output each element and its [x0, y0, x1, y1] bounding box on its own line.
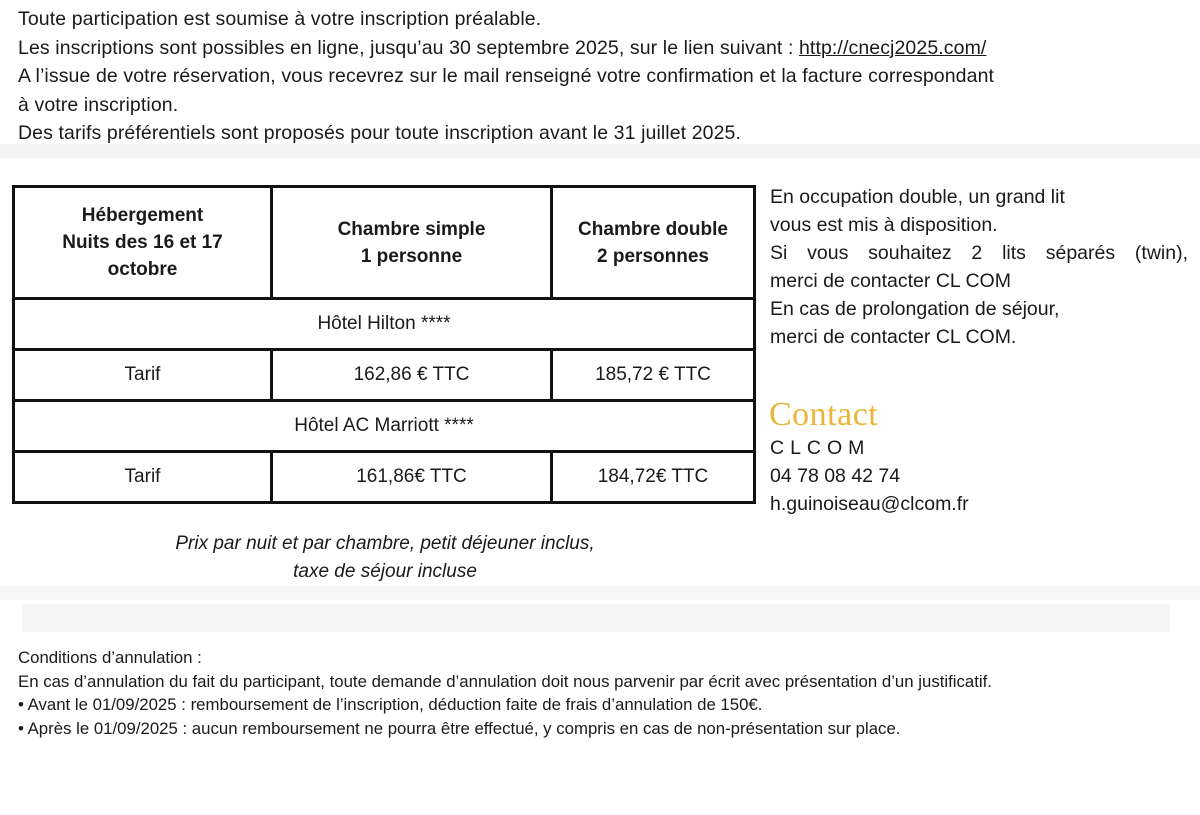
contact-company: CLCOM — [770, 437, 871, 459]
table-row — [14, 452, 755, 503]
header-accommodation — [14, 187, 272, 299]
decorative-band — [22, 604, 1170, 632]
cancellation-conditions — [18, 646, 1198, 740]
hotel-name-marriott: Hôtel AC Marriott **** — [14, 401, 755, 452]
info-line: merci de contacter CL COM. — [770, 326, 1017, 348]
conditions-before: • Avant le 01/09/2025 : remboursement de l’inscription, déduction faite de frais d’annulation de 150€. — [18, 695, 763, 714]
hotel-name-hilton: Hôtel Hilton **** — [14, 299, 755, 350]
rate-single: 162,86 € TTC — [272, 350, 552, 401]
header-line: octobre — [107, 259, 178, 280]
header-double-room — [552, 187, 755, 299]
rate-label: Tarif — [14, 452, 272, 503]
intro-text — [18, 5, 1198, 148]
header-line: Chambre double — [578, 218, 728, 240]
info-line: Si vous souhaitez 2 lits séparés (twin), — [770, 242, 1188, 264]
accommodation-table — [12, 185, 756, 504]
registration-text: Les inscriptions sont possibles en ligne, jusqu’au 30 septembre 2025, sur le lien suivant : — [18, 36, 799, 59]
hotel-row — [14, 401, 755, 452]
price-note-line: Prix par nuit et par chambre, petit déjeuner inclus, — [175, 533, 595, 554]
info-line: vous est mis à disposition. — [770, 214, 998, 236]
decorative-band — [0, 144, 1200, 158]
contact-block — [770, 434, 969, 518]
conditions-intro: En cas d’annulation du fait du participant, toute demande d’annulation doit nous parvenir par écrit avec présentation d’un justificatif. — [18, 671, 992, 691]
intro-line: Toute participation est soumise à votre inscription préalable. — [18, 8, 542, 30]
intro-line-registration — [18, 34, 1198, 63]
contact-phone[interactable]: 04 78 08 42 74 — [770, 465, 901, 487]
rate-label: Tarif — [14, 350, 272, 401]
hotel-row — [14, 299, 755, 350]
intro-line: Des tarifs préférentiels sont proposés pour toute inscription avant le 31 juillet 2025. — [18, 122, 742, 144]
header-line: Nuits des 16 et 17 — [62, 232, 223, 253]
table-header-row — [14, 187, 755, 299]
rate-single: 161,86€ TTC — [272, 452, 552, 503]
info-line: En cas de prolongation de séjour, — [770, 298, 1060, 320]
header-line: Chambre simple — [337, 218, 486, 240]
header-single-room — [272, 187, 552, 299]
price-note-line: taxe de séjour incluse — [293, 561, 477, 582]
price-note — [100, 530, 670, 586]
intro-line: A l’issue de votre réservation, vous recevrez sur le mail renseigné votre confirmation et la facture correspondant — [18, 65, 995, 87]
info-line: En occupation double, un grand lit — [770, 186, 1065, 208]
rate-double: 184,72€ TTC — [552, 452, 755, 503]
info-line: merci de contacter CL COM — [770, 270, 1011, 292]
decorative-band — [0, 586, 1200, 600]
contact-email[interactable]: h.guinoiseau@clcom.fr — [770, 493, 969, 515]
conditions-after: • Après le 01/09/2025 : aucun remboursement ne pourra être effectué, y compris en cas de non-présentation sur place. — [18, 718, 901, 738]
intro-line: à votre inscription. — [18, 93, 179, 116]
rate-double: 185,72 € TTC — [552, 350, 755, 401]
header-line: Hébergement — [81, 205, 204, 226]
header-line: 2 personnes — [597, 245, 709, 267]
registration-link[interactable]: http://cnecj2025.com/ — [798, 36, 987, 59]
conditions-title: Conditions d’annulation : — [18, 648, 202, 667]
table-row — [14, 350, 755, 401]
occupancy-info — [770, 183, 1188, 351]
header-line: 1 personne — [360, 245, 463, 267]
contact-title: Contact — [769, 396, 879, 433]
